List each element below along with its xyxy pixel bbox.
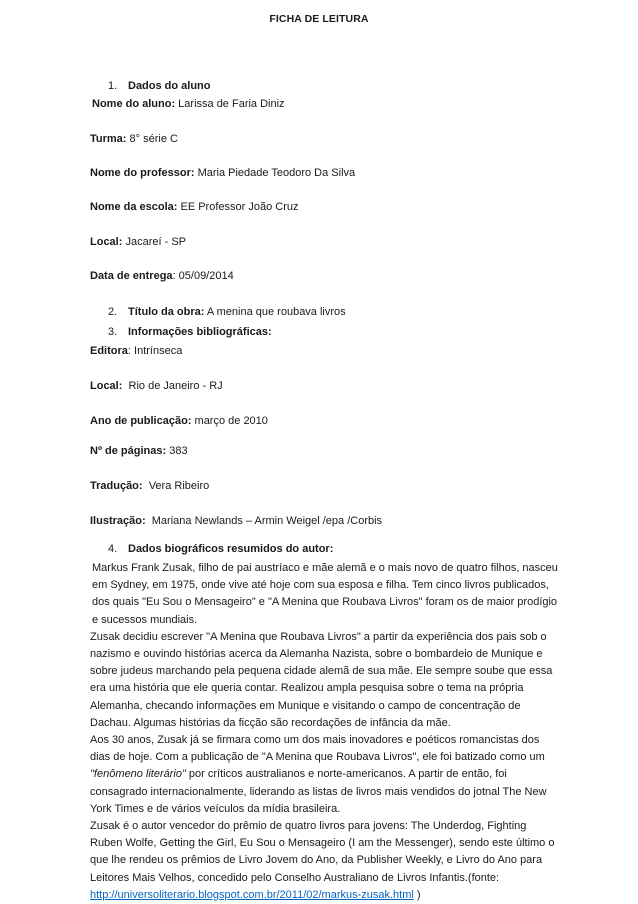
section-4-heading bbox=[108, 543, 333, 555]
section-number: 4. bbox=[108, 543, 118, 555]
section-number: 3. bbox=[108, 326, 118, 338]
field-illustration: Ilustração: Mariana Newlands – Armin Weigel /epa /Corbis bbox=[90, 515, 383, 527]
bio-paragraph: Zusak é o autor vencedor do prêmio de quatro livros para jovens: The Underdog, Fighting Ruben Wolfe, Getting the Girl, Eu Sou o Mensageiro (I am the Messenger), sendo este último o que lhe rendeu os prêmios de Livro Jovem do Ano, da Publisher Weekly, e Livro do Ano para Leitores Mais Velhos, concedido pelo Conselho Australiano de Livros Infantis.(fonte: http://universoliterario.blogspot.com.br/2011/02/markus-zusak.html ) bbox=[90, 820, 555, 901]
section-label: Título da obra: bbox=[128, 306, 205, 318]
section-number: 1. bbox=[108, 80, 118, 92]
document-title: FICHA DE LEITURA bbox=[269, 13, 369, 25]
field-publisher: Editora: Intrínseca bbox=[90, 345, 183, 357]
field-class: Turma: 8° série C bbox=[90, 133, 178, 145]
section-label: Dados do aluno bbox=[128, 80, 211, 92]
field-location: Local: Jacareí - SP bbox=[90, 236, 186, 248]
bio-paragraph: Zusak decidiu escrever "A Menina que Roubava Livros" a partir da experiência dos pais sob o nazismo e ouvindo histórias acerca da Alemanha Nazista, sobre o bombardeio de Munique e sobre judeus marchando pela pequena cidade alemã de sua mãe. Ele sempre soube que essa era uma história que ele queria contar. Realizou ampla pesquisa sobre o tema na própria Alemanha, checando informações em Munique e visitando o campo de concentração de Dachau. Algumas histórias da ficção são recordações de infância da mãe. bbox=[90, 630, 553, 729]
author-biography bbox=[90, 560, 560, 904]
field-school-name: Nome da escola: EE Professor João Cruz bbox=[90, 201, 299, 213]
field-teacher-name: Nome do professor: Maria Piedade Teodoro Da Silva bbox=[90, 167, 356, 179]
source-link[interactable]: http://universoliterario.blogspot.com.br/2011/02/markus-zusak.html bbox=[90, 888, 414, 901]
field-page-count: Nº de páginas: 383 bbox=[90, 445, 188, 457]
section-label: Dados biográficos resumidos do autor: bbox=[128, 543, 334, 555]
field-student-name: Nome do aluno: Larissa de Faria Diniz bbox=[92, 98, 285, 110]
section-2-heading bbox=[108, 306, 346, 318]
section-3-heading bbox=[108, 326, 272, 338]
bio-paragraph: Aos 30 anos, Zusak já se firmara como um dos mais inovadores e poéticos romancistas dos dias de hoje. Com a publicação de "A Menina que Roubava Livros", ele foi batizado como um "fenômeno literário" por críticos australianos e norte-americanos. A partir de então, foi consagrado internacionalmente, liderando as listas de livros mais vendidos do jotnal The New York Times e de vários veículos da mídia brasileira. bbox=[90, 734, 547, 815]
section-1-heading bbox=[108, 80, 211, 92]
field-publication-location: Local: Rio de Janeiro - RJ bbox=[90, 380, 223, 392]
field-delivery-date: Data de entrega: 05/09/2014 bbox=[90, 270, 234, 282]
field-translation: Tradução: Vera Ribeiro bbox=[90, 480, 210, 492]
bio-paragraph: Markus Frank Zusak, filho de pai austríaco e mãe alemã e o mais novo de quatro filhos, nasceu em Sydney, em 1975, onde vive até hoje com sua esposa e filha. Tem cinco livros publicados, dos quais "Eu Sou o Mensageiro" e "A Menina que Roubava Livros" foram os de maior prodígio e sucessos mundiais. bbox=[92, 562, 558, 626]
section-label: Informações bibliográficas: bbox=[128, 326, 272, 338]
field-publication-year: Ano de publicação: março de 2010 bbox=[90, 415, 268, 427]
italic-quote: "fenômeno literário" bbox=[90, 768, 186, 781]
work-title-value: A menina que roubava livros bbox=[206, 306, 346, 318]
section-number: 2. bbox=[108, 306, 118, 318]
